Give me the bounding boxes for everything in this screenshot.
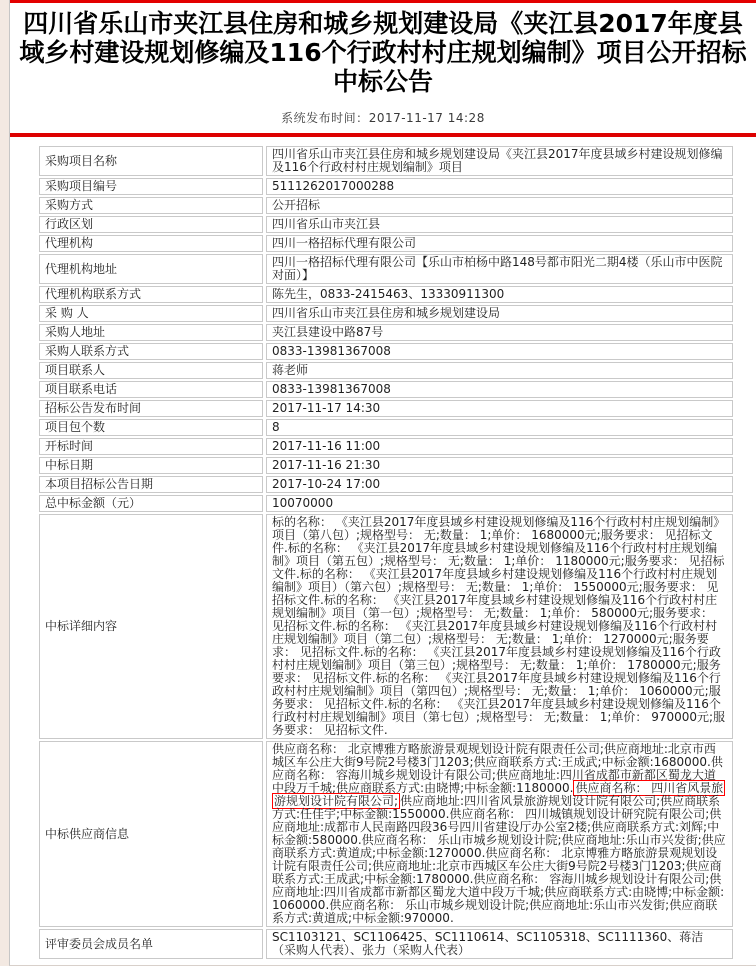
- row-label: 采 购 人: [39, 305, 263, 322]
- table-row-award-date: [39, 457, 733, 474]
- row-value: 四川一格招标代理有限公司【乐山市柏杨中路148号都市阳光二期4楼（乐山市中医院对面）】: [266, 254, 733, 284]
- row-label: 招标公告发布时间: [39, 400, 263, 417]
- row-label: 中标详细内容: [39, 514, 263, 739]
- row-label: 项目联系电话: [39, 381, 263, 398]
- row-value: SC1103121、SC1106425、SC1110614、SC1105318、SC1111360、蒋洁（采购人代表）、张力（采购人代表）: [266, 929, 733, 959]
- supplier-text-after: 供应商地址:四川省风景旅游规划设计院有限公司;供应商联系方式:任佳宇;中标金额:1550000.供应商名称： 四川城镇规划设计研究院有限公司;供应商地址:成都市人民南路四段36号四川省建设厅办公室2楼;供应商联系方式:刘辉;中标金额:580000.供应商名称： 乐山市城乡规划设计院;供应商地址:乐山市兴发街;供应商联系方式:黄道成;中标金额:1270000.供应商名称： 北京博雅方略旅游景观规划设计院有限责任公司;供应商地址:北京市西城区车公庄大街9号院2号楼3门1203;供应商联系方式:王成武;中标金额:1780000.供应商名称： 容海川城乡规划设计有限公司;供应商地址:四川省成都市新都区蜀龙大道中段万千城;供应商联系方式:由晓博;中标金额:1060000.供应商名称： 乐山市城乡规划设计院;供应商地址:乐山市兴发街;供应商联系方式:黄道成;中标金额:970000.: [272, 794, 726, 925]
- row-value: 四川省乐山市夹江县住房和城乡规划建设局: [266, 305, 733, 322]
- row-value: 四川省乐山市夹江县: [266, 216, 733, 233]
- row-value: 夹江县建设中路87号: [266, 324, 733, 341]
- publish-time-label: 系统发布时间：: [281, 111, 369, 125]
- row-value: 2017-11-17 14:30: [266, 400, 733, 417]
- table-row-agency-contact: [39, 286, 733, 303]
- row-value: 2017-10-24 17:00: [266, 476, 733, 493]
- row-value: 0833-13981367008: [266, 343, 733, 360]
- row-value: 四川省乐山市夹江县住房和城乡规划建设局《夹江县2017年度县域乡村建设规划修编及116个行政村村庄规划编制》项目: [266, 146, 733, 176]
- row-value: 四川一格招标代理有限公司: [266, 235, 733, 252]
- row-label: 总中标金额（元）: [39, 495, 263, 512]
- row-label: 采购方式: [39, 197, 263, 214]
- announcement-info-table: [36, 144, 736, 961]
- table-row-package-count: [39, 419, 733, 436]
- row-label: 中标日期: [39, 457, 263, 474]
- row-value: 2017-11-16 21:30: [266, 457, 733, 474]
- table-row-agency-address: [39, 254, 733, 284]
- table-row-project-name: [39, 146, 733, 176]
- row-value: 8: [266, 419, 733, 436]
- publish-time-value: 2017-11-17 14:28: [368, 111, 485, 125]
- row-value: 蒋老师: [266, 362, 733, 379]
- publish-time-line: [10, 109, 756, 126]
- top-red-divider: [10, 0, 756, 3]
- row-label: 开标时间: [39, 438, 263, 455]
- row-value: [266, 741, 733, 927]
- row-label: 采购人地址: [39, 324, 263, 341]
- supplier-text-before: 供应商名称： 北京博雅方略旅游景观规划设计院有限责任公司;供应商地址:北京市西城区车公庄大街9号院2号楼3门1203;供应商联系方式:王成武;中标金额:1680000.供应商名称： 容海川城乡规划设计有限公司;供应商地址:四川省成都市新都区蜀龙大道中段万千城;供应商联系方式:由晓博;中标金额:1180000.: [272, 742, 723, 795]
- announcement-page: [9, 0, 756, 966]
- row-label: 采购项目名称: [39, 146, 263, 176]
- table-row-supplier-info: [39, 741, 733, 927]
- row-label: 代理机构地址: [39, 254, 263, 284]
- row-label: 采购人联系方式: [39, 343, 263, 360]
- table-row-project-contact-phone: [39, 381, 733, 398]
- row-label: 评审委员会成员名单: [39, 929, 263, 959]
- row-label: 行政区划: [39, 216, 263, 233]
- table-row-purchaser-address: [39, 324, 733, 341]
- row-label: 项目包个数: [39, 419, 263, 436]
- table-row-region: [39, 216, 733, 233]
- table-row-bid-opening-time: [39, 438, 733, 455]
- page-title: 四川省乐山市夹江县住房和城乡规划建设局《夹江县2017年度县域乡村建设规划修编及116个行政村村庄规划编制》项目公开招标中标公告: [19, 9, 747, 96]
- row-label: 代理机构联系方式: [39, 286, 263, 303]
- row-value: 0833-13981367008: [266, 381, 733, 398]
- row-value: 陈先生，0833-2415463、13330911300: [266, 286, 733, 303]
- table-row-announcement-time: [39, 400, 733, 417]
- table-row-award-details: [39, 514, 733, 739]
- row-value: 公开招标: [266, 197, 733, 214]
- table-row-agency: [39, 235, 733, 252]
- table-row-purchaser: [39, 305, 733, 322]
- table-row-review-committee: [39, 929, 733, 959]
- row-value: 5111262017000288: [266, 178, 733, 195]
- row-label: 代理机构: [39, 235, 263, 252]
- highlighted-supplier-name: 供应商名称： 四川省风景旅游规划设计院有限公司;: [274, 781, 724, 808]
- row-label: 项目联系人: [39, 362, 263, 379]
- row-label: 中标供应商信息: [39, 741, 263, 927]
- row-value: 标的名称： 《夹江县2017年度县域乡村建设规划修编及116个行政村村庄规划编制》项目（第八包）;规格型号： 无;数量： 1;单价： 1680000元;服务要求： 见招标文件.标的名称： 《夹江县2017年度县域乡村建设规划修编及116个行政村村庄规划编制》项目（第五包）;规格型号： 无;数量： 1;单价： 1180000元;服务要求： 见招标文件.标的名称： 《夹江县2017年度县域乡村建设规划修编及116个行政村村庄规划编制》项目）（第六包）;规格型号： 无;数量： 1;单价： 1550000元;服务要求： 见招标文件.标的名称： 《夹江县2017年度县域乡村建设规划修编及116个行政村村庄规划编制》项目（第一包）;规格型号： 无;数量： 1;单价： 580000元;服务要求： 见招标文件.标的名称： 《夹江县2017年度县域乡村建设规划修编及116个行政村村庄规划编制》项目（第二包）;规格型号： 无;数量： 1;单价： 1270000元;服务要求： 见招标文件.标的名称： 《夹江县2017年度县域乡村建设规划修编及116个行政村村庄规划编制》项目（第三包）;规格型号： 无;数量： 1;单价： 1780000元;服务要求： 见招标文件.标的名称： 《夹江县2017年度县域乡村建设规划修编及116个行政村村庄规划编制》项目（第四包）;规格型号： 无;数量： 1;单价： 1060000元;服务要求： 见招标文件.标的名称： 《夹江县2017年度县域乡村建设规划修编及116个行政村村庄规划编制》项目（第七包）;规格型号： 无;数量： 1;单价： 970000元;服务要求： 见招标文件.: [266, 514, 733, 739]
- row-label: 采购项目编号: [39, 178, 263, 195]
- row-value: 10070000: [266, 495, 733, 512]
- table-row-project-contact-person: [39, 362, 733, 379]
- table-row-total-award-amount: [39, 495, 733, 512]
- table-row-project-number: [39, 178, 733, 195]
- row-label: 本项目招标公告日期: [39, 476, 263, 493]
- table-row-procurement-method: [39, 197, 733, 214]
- row-value: 2017-11-16 11:00: [266, 438, 733, 455]
- table-row-purchaser-contact: [39, 343, 733, 360]
- table-row-tender-notice-date: [39, 476, 733, 493]
- red-divider: [10, 133, 756, 137]
